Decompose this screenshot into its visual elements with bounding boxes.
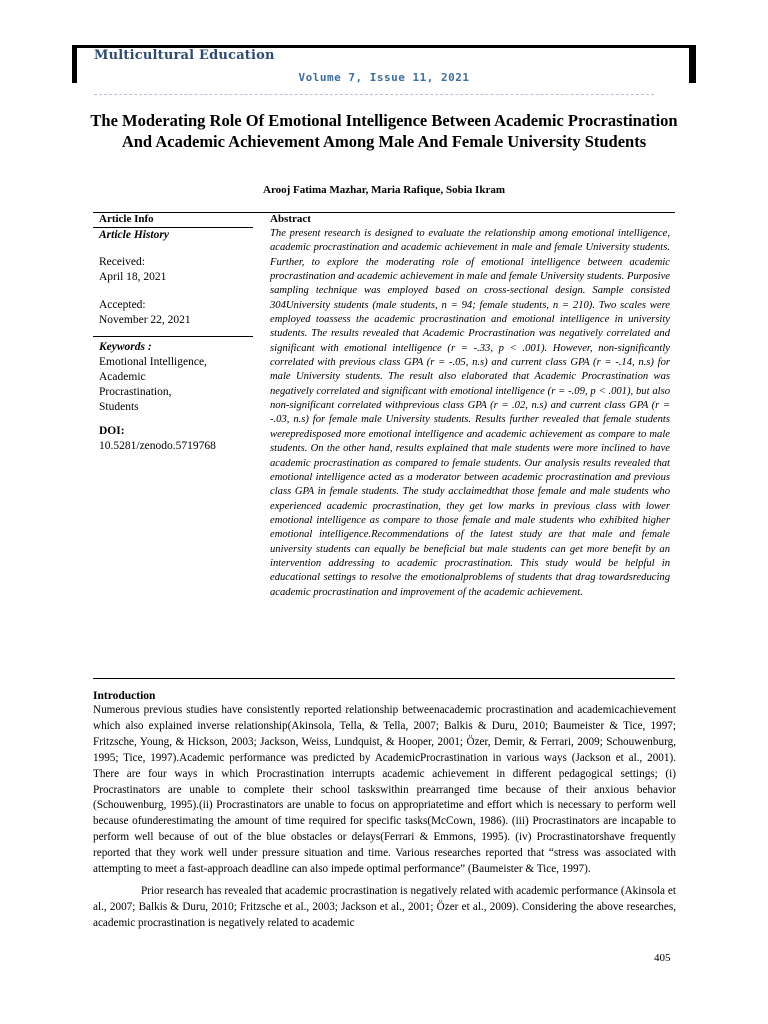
header-divider bbox=[94, 94, 654, 95]
received-date: Received: April 18, 2021 bbox=[99, 256, 167, 283]
doi-value[interactable]: 10.5281/zenodo.5719768 bbox=[99, 440, 216, 452]
introduction-paragraph-1: Numerous previous studies have consistently reported relationship betweenacademic procrastination and academicachievement which also explained inverse relationship(Akinsola, Tella, & Tella, 2007; Balkis & Duru, 2010; Baumeister & Tice, 1997; Fritzsche, Young, & Hickson, 2003; Jackson, Weiss, Lundquist, & Hooper, 2001; Özer, Demir, & Ferrari, 2009; Schouwenburg, 1995; Tice, 1997).Academic performance was predicted by AcademicProcrastination in various ways (Jackson et al., 2001). There are four ways in which Procrastination interrupts academic achievement in different pedagogical settings; (i) Procrastinators are unable to complete their school taskswithin prearranged time because of their anxious behavior (Schouwenburg, 1995).(ii) Procrastinators are unable to focus on appropriatetime and effort which is necessary to perform well because ofunderestimating the amount of time required for specific tasks(McCown, 1986). (iii) Procrastinators are incapable to perform well because of out of the blue obstacles or delays(Ferrari & Emmons, 1995). (iv) Procrastinatorshave frequently reported that they work well under pressure situation and time. Various researches reported that “stress was associated with attempting to meet a fast-approach deadline can also impede optimal performance” (Baumeister & Tice, 1997). bbox=[93, 704, 676, 876]
introduction-heading: Introduction bbox=[93, 690, 156, 702]
keywords-list: Emotional Intelligence, Academic Procrastination, Students bbox=[99, 356, 207, 413]
journal-name: Multicultural Education bbox=[94, 48, 275, 63]
page-number: 405 bbox=[654, 952, 671, 964]
article-history-label: Article History bbox=[99, 229, 169, 241]
accepted-date: Accepted: November 22, 2021 bbox=[99, 299, 191, 326]
table-bottom-rule bbox=[93, 678, 675, 679]
keywords-rule bbox=[93, 336, 253, 337]
paper-title: The Moderating Role Of Emotional Intelligence Between Academic Procrastination And Academic Achievement Among Male And Female University Students bbox=[90, 111, 678, 151]
keywords-label: Keywords : bbox=[99, 341, 152, 353]
abstract-heading: Abstract bbox=[270, 213, 311, 225]
article-info-heading: Article Info bbox=[99, 213, 154, 225]
introduction-paragraph-2: Prior research has revealed that academic procrastination is negatively related with academic performance (Akinsola et al., 2007; Balkis & Duru, 2010; Fritzsche et al., 2003; Jackson et al., 2001; Özer et al., 2009). Considering the above researches, academic procrastination is negatively related to academic bbox=[93, 885, 676, 929]
volume-issue: Volume 7, Issue 11, 2021 bbox=[298, 71, 470, 84]
table-top-rule bbox=[93, 212, 675, 213]
doi-label: DOI: bbox=[99, 425, 125, 437]
abstract-text: The present research is designed to evaluate the relationship among emotional intelligence, academic procrastination and academic achievement in male and female University students. Further, to explore the moderating role of emotional intelligence between academic procrastination and academic achievement in male and female University students. Purposive sampling technique was employed based on cross-sectional design. Sample consisted 304University students (male students, n = 94; female students, n = 210). Two scales were employed toassess the academic procrastination and emotional intelligence in university students. The results revealed that Academic Procrastination was negatively correlated and significant with emotional intelligence (r = -.33, p < .001). However, non-significantly correlated with previous class GPA (r = -.05, n.s) and current class GPA (r = -.14, n.s) for male University students. The result also elaborated that Academic Procrastination was negatively correlated and significant with emotional intelligence (r = -.09, p < .001), but also non-significant correlated withprevious class GPA (r = .02, n.s) and current class GPA (r = -.03, n.s) for female male University students. Results further revealed that female students werepredisposed more emotional intelligence and academic achievement as compare to male students. On the other hand, results explained that male students were more inclined to have academic procrastination as compared to female students. Our analysis results revealed that emotional intelligence acted as a moderator between academic procrastination and previous class GPA in female students. The study acclaimedthat those female and male students who experienced academic procrastination, they get low marks in previous class with lower emotional intelligence as compare to those female and male students who exhibited higher emotional intelligence.Recommendations of the latest study are that male and female university students can equally be beneficial but male students can get more benefit by an intervention addressing to academic procrastination. This study would be helpful in educational settings to resolve the emotionalproblems of students that drag towardsreducing academic procrastination and improvement of the academic achievement. bbox=[270, 228, 670, 598]
paper-authors: Arooj Fatima Mazhar, Maria Rafique, Sobia Ikram bbox=[263, 184, 505, 196]
